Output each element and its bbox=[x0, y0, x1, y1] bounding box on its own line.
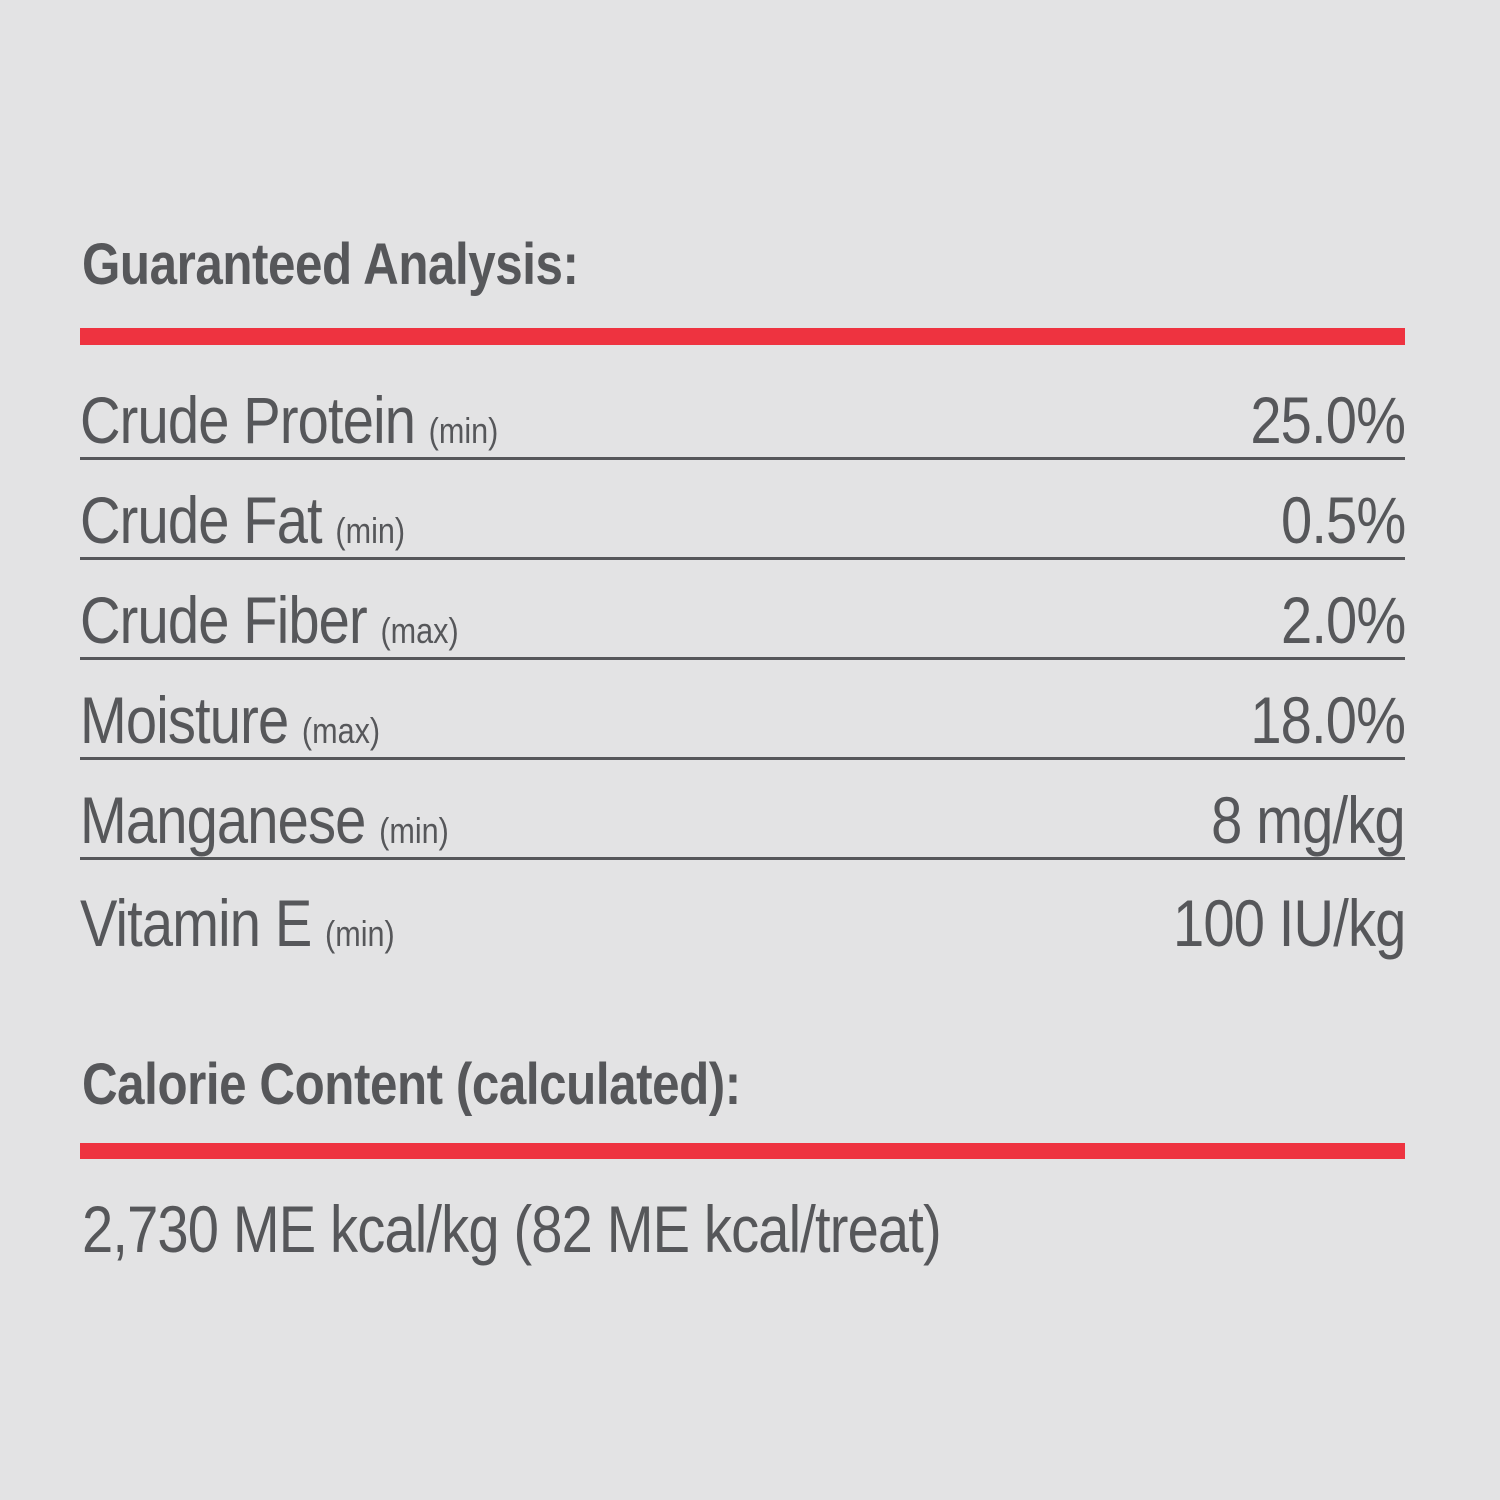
calorie-content-title-text: Calorie Content (calculated): bbox=[82, 1052, 741, 1117]
calorie-content-value-text: 2,730 ME kcal/kg (82 ME kcal/treat) bbox=[82, 1192, 941, 1266]
nutrient-qualifier: (max) bbox=[301, 710, 381, 751]
nutrient-label bbox=[80, 583, 459, 657]
nutrient-name: Crude Protein bbox=[80, 383, 416, 457]
table-row bbox=[80, 760, 1405, 860]
nutrient-value: 2.0% bbox=[1280, 583, 1405, 657]
nutrient-name: Crude Fiber bbox=[80, 583, 367, 657]
table-row bbox=[80, 345, 1405, 460]
nutrient-value: 0.5% bbox=[1280, 483, 1405, 557]
nutrient-name: Moisture bbox=[80, 683, 289, 757]
table-row bbox=[80, 660, 1405, 760]
nutrient-value: 8 mg/kg bbox=[1211, 783, 1405, 857]
table-row bbox=[80, 460, 1405, 560]
nutrient-name: Vitamin E bbox=[80, 886, 312, 960]
nutrient-qualifier: (max) bbox=[380, 610, 459, 651]
table-row bbox=[80, 860, 1405, 960]
nutrient-qualifier: (min) bbox=[325, 913, 395, 954]
nutrient-label bbox=[80, 383, 499, 457]
nutrient-value: 18.0% bbox=[1250, 683, 1405, 757]
calorie-content-title bbox=[82, 1052, 857, 1117]
nutrient-value: 25.0% bbox=[1250, 383, 1405, 457]
guaranteed-analysis-table bbox=[80, 345, 1405, 960]
nutrient-name: Crude Fat bbox=[80, 483, 322, 557]
nutrient-label bbox=[80, 783, 449, 857]
guaranteed-analysis-title-text: Guaranteed Analysis: bbox=[82, 232, 579, 297]
nutrient-qualifier: (min) bbox=[335, 510, 406, 551]
calorie-content-divider-bar bbox=[80, 1143, 1405, 1159]
guaranteed-analysis-divider-bar bbox=[80, 328, 1405, 345]
nutrient-label bbox=[80, 483, 406, 557]
nutrient-label bbox=[80, 886, 395, 960]
nutrient-qualifier: (min) bbox=[428, 410, 499, 451]
nutrient-qualifier: (min) bbox=[379, 810, 449, 851]
nutrient-name: Manganese bbox=[80, 783, 366, 857]
guaranteed-analysis-title bbox=[82, 232, 666, 297]
table-row bbox=[80, 560, 1405, 660]
calorie-content-value bbox=[82, 1192, 1092, 1266]
nutrient-label bbox=[80, 683, 381, 757]
nutrient-value: 100 IU/kg bbox=[1172, 886, 1405, 960]
